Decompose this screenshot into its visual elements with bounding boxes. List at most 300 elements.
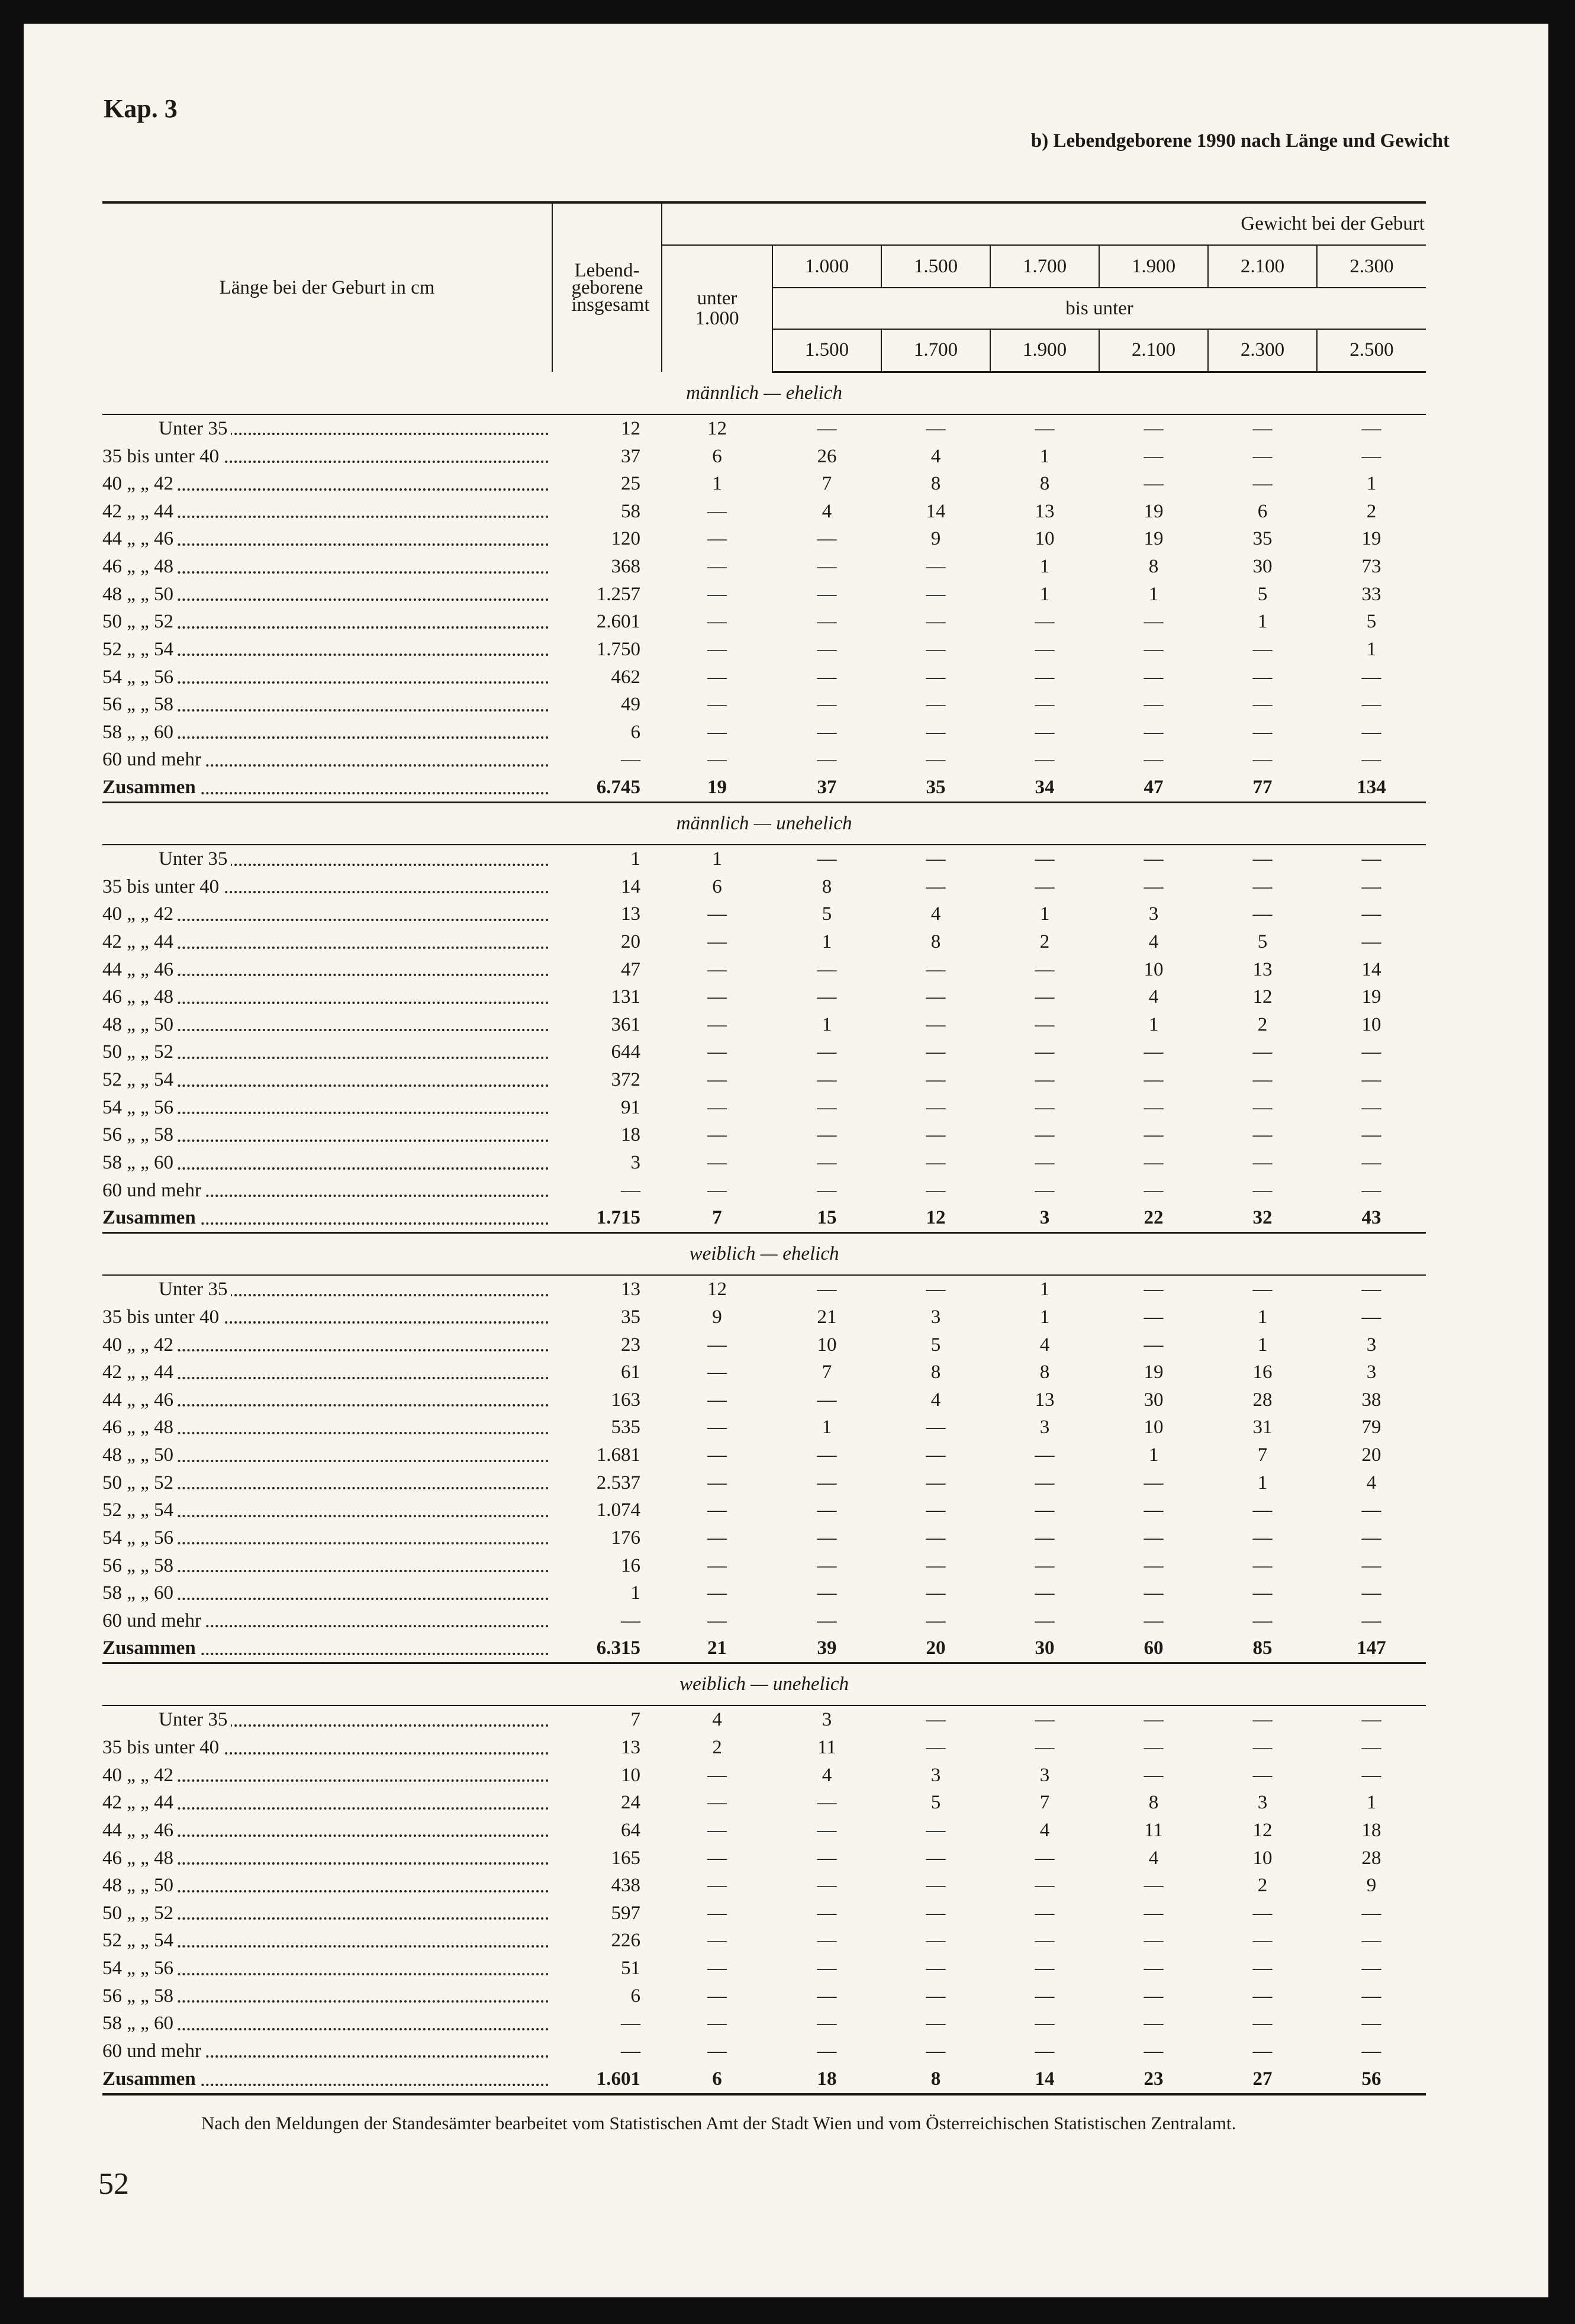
row-label: 52 „ „ 54 bbox=[102, 1499, 177, 1521]
total-cell: 35 bbox=[621, 1306, 640, 1328]
value-cell: — bbox=[1144, 1582, 1164, 1604]
row-label: 58 „ „ 60 bbox=[102, 1152, 177, 1173]
value-cell: — bbox=[926, 694, 946, 716]
value-cell: 1 bbox=[1366, 473, 1377, 495]
value-cell: — bbox=[817, 986, 837, 1008]
value-cell: 7 bbox=[822, 473, 832, 495]
value-cell: 21 bbox=[707, 1637, 727, 1659]
total-cell: 2.601 bbox=[596, 611, 640, 633]
total-cell: 1.601 bbox=[552, 2065, 662, 2094]
value-cell: 73 bbox=[1361, 556, 1381, 578]
header-under bbox=[662, 245, 772, 372]
value-cell: 7 bbox=[1257, 1444, 1268, 1466]
row-label: 52 „ „ 54 bbox=[102, 1930, 177, 1951]
value-cell: — bbox=[1252, 1096, 1273, 1118]
value-cell: — bbox=[926, 1151, 946, 1173]
value-cell: — bbox=[1035, 1013, 1055, 1035]
value-cell: — bbox=[707, 1472, 727, 1493]
value-cell: — bbox=[1252, 1179, 1273, 1201]
row-label: 40 „ „ 42 bbox=[102, 473, 177, 494]
value-cell: 26 bbox=[817, 445, 837, 467]
total-cell: 6 bbox=[630, 721, 640, 743]
value-cell: 4 bbox=[930, 1389, 941, 1411]
value-cell: — bbox=[707, 1361, 727, 1383]
value-cell: — bbox=[817, 1389, 837, 1411]
value-cell: — bbox=[1361, 1610, 1381, 1631]
value-cell: 30 bbox=[1144, 1389, 1164, 1411]
table-row bbox=[102, 414, 1426, 443]
row-label-cell bbox=[102, 608, 552, 636]
total-cell: 2.537 bbox=[596, 1472, 640, 1493]
table-row bbox=[102, 1789, 1426, 1817]
row-label-cell bbox=[102, 1762, 552, 1789]
row-label-cell bbox=[102, 470, 552, 498]
row-label-cell bbox=[102, 1038, 552, 1066]
row-label-cell bbox=[102, 691, 552, 719]
header-from: 2.300 bbox=[1317, 245, 1426, 288]
value-cell: 35 bbox=[926, 777, 946, 799]
table-row bbox=[102, 719, 1426, 746]
header-to: 2.500 bbox=[1317, 329, 1426, 372]
value-cell: — bbox=[1144, 611, 1164, 633]
row-label-cell bbox=[102, 1331, 552, 1359]
value-cell: — bbox=[707, 1151, 727, 1173]
header-from: 1.500 bbox=[881, 245, 990, 288]
value-cell: 1 bbox=[1366, 1792, 1377, 1814]
row-label-cell bbox=[102, 774, 552, 802]
row-label: 42 „ „ 44 bbox=[102, 931, 177, 952]
value-cell: 38 bbox=[1361, 1389, 1381, 1411]
value-cell: — bbox=[817, 749, 837, 771]
table-row bbox=[102, 2010, 1426, 2037]
row-label-cell bbox=[102, 1011, 552, 1039]
value-cell: 4 bbox=[1148, 986, 1159, 1008]
value-cell: — bbox=[817, 1069, 837, 1091]
value-cell: 3 bbox=[930, 1306, 941, 1328]
value-cell: 10 bbox=[817, 1334, 837, 1356]
table-row bbox=[102, 1900, 1426, 1927]
row-label: 52 „ „ 54 bbox=[102, 1069, 177, 1090]
table-row bbox=[102, 1386, 1426, 1414]
value-cell: — bbox=[1035, 1069, 1055, 1091]
value-cell: 15 bbox=[817, 1207, 837, 1229]
total-cell: 13 bbox=[621, 1737, 640, 1759]
row-label: 42 „ „ 44 bbox=[102, 1792, 177, 1813]
value-cell: 19 bbox=[1144, 500, 1164, 522]
section-header-row bbox=[102, 1232, 1426, 1275]
value-cell: — bbox=[1252, 875, 1273, 897]
value-cell: 6 bbox=[662, 2065, 772, 2094]
value-cell: — bbox=[1252, 473, 1273, 495]
value-cell: — bbox=[926, 1069, 946, 1091]
table-row bbox=[102, 1579, 1426, 1607]
value-cell: 77 bbox=[1252, 777, 1273, 799]
value-cell: — bbox=[1035, 1527, 1055, 1549]
value-cell: — bbox=[1361, 1930, 1381, 1952]
value-cell: — bbox=[1252, 1499, 1273, 1521]
row-label-cell bbox=[102, 1204, 552, 1232]
header-to: 1.900 bbox=[990, 329, 1099, 372]
value-cell: — bbox=[707, 1610, 727, 1631]
value-cell: 11 bbox=[1144, 1819, 1163, 1841]
value-cell: — bbox=[817, 1985, 837, 2007]
header-under-label: unter 1.000 bbox=[695, 287, 739, 329]
value-cell: — bbox=[1361, 721, 1381, 743]
value-cell: 4 bbox=[712, 1709, 722, 1731]
value-cell: — bbox=[707, 903, 727, 925]
value-cell: — bbox=[926, 638, 946, 660]
total-cell: 24 bbox=[621, 1792, 640, 1814]
row-label-cell bbox=[102, 2010, 552, 2037]
table-row bbox=[102, 442, 1426, 470]
row-label-cell bbox=[102, 414, 552, 443]
header-weight-group: Gewicht bei der Geburt bbox=[662, 202, 1426, 245]
total-cell: 1.257 bbox=[596, 583, 640, 605]
value-cell: 3 bbox=[1366, 1334, 1377, 1356]
value-cell: 39 bbox=[817, 1637, 837, 1659]
value-cell: — bbox=[707, 1096, 727, 1118]
total-cell: 13 bbox=[621, 903, 640, 925]
value-cell: — bbox=[707, 1417, 727, 1438]
value-cell: — bbox=[707, 1582, 727, 1604]
value-cell: — bbox=[817, 1499, 837, 1521]
row-label-cell bbox=[102, 1844, 552, 1872]
value-cell: 12 bbox=[1252, 1819, 1273, 1841]
row-label: 60 und mehr bbox=[102, 1180, 205, 1201]
value-cell: 14 bbox=[990, 2065, 1099, 2094]
value-cell: — bbox=[707, 1041, 727, 1063]
table-row bbox=[102, 663, 1426, 691]
value-cell: — bbox=[707, 1124, 727, 1146]
value-cell: 4 bbox=[1039, 1334, 1050, 1356]
row-label: 46 „ „ 48 bbox=[102, 1417, 177, 1438]
total-cell: 18 bbox=[621, 1124, 640, 1146]
value-cell: 6 bbox=[712, 445, 722, 467]
row-label-cell bbox=[102, 1634, 552, 1663]
value-cell: 22 bbox=[1144, 1207, 1164, 1229]
value-cell: 9 bbox=[1366, 1875, 1377, 1897]
value-cell: — bbox=[707, 1527, 727, 1549]
table-row bbox=[102, 1303, 1426, 1331]
value-cell: 21 bbox=[817, 1306, 837, 1328]
value-cell: — bbox=[1144, 473, 1164, 495]
value-cell: — bbox=[707, 1764, 727, 1786]
value-cell: — bbox=[1144, 1096, 1164, 1118]
total-cell: 535 bbox=[611, 1417, 640, 1438]
value-cell: — bbox=[926, 1472, 946, 1493]
header-from: 1.700 bbox=[990, 245, 1099, 288]
value-cell: — bbox=[926, 1582, 946, 1604]
total-cell: 438 bbox=[611, 1875, 640, 1897]
birth-weight-length-table bbox=[102, 201, 1426, 2096]
row-label: 54 „ „ 56 bbox=[102, 1527, 177, 1549]
table-row bbox=[102, 1982, 1426, 2010]
value-cell: 5 bbox=[1257, 931, 1268, 952]
table-row bbox=[102, 1469, 1426, 1497]
table-row bbox=[102, 873, 1426, 901]
total-cell: 23 bbox=[621, 1334, 640, 1356]
value-cell: 6 bbox=[1257, 500, 1268, 522]
value-cell: — bbox=[926, 1819, 946, 1841]
value-cell: — bbox=[1035, 1554, 1055, 1576]
value-cell: — bbox=[707, 500, 727, 522]
value-cell: 33 bbox=[1361, 583, 1381, 605]
value-cell: 3 bbox=[1257, 1792, 1268, 1814]
row-label: 44 „ „ 46 bbox=[102, 959, 177, 980]
total-cell: 14 bbox=[621, 875, 640, 897]
row-label: 58 „ „ 60 bbox=[102, 722, 177, 743]
value-cell: — bbox=[707, 2013, 727, 2035]
row-label-cell bbox=[102, 1066, 552, 1094]
value-cell: 9 bbox=[712, 1306, 722, 1328]
table-row bbox=[102, 2037, 1426, 2065]
value-cell: — bbox=[817, 2013, 837, 2035]
value-cell: — bbox=[817, 1279, 837, 1301]
value-cell: — bbox=[1035, 1582, 1055, 1604]
value-cell: — bbox=[1144, 1279, 1164, 1301]
total-cell: 1 bbox=[630, 848, 640, 870]
table-header bbox=[102, 202, 1426, 372]
row-label-cell bbox=[102, 746, 552, 774]
row-label-cell bbox=[102, 1900, 552, 1927]
value-cell: — bbox=[926, 2040, 946, 2062]
value-cell: 56 bbox=[1317, 2065, 1426, 2094]
total-cell: 58 bbox=[621, 500, 640, 522]
total-cell: 7 bbox=[630, 1709, 640, 1731]
row-label: 44 „ „ 46 bbox=[102, 528, 177, 549]
value-cell: — bbox=[1361, 875, 1381, 897]
value-cell: — bbox=[1361, 1902, 1381, 1924]
value-cell: 8 bbox=[1039, 473, 1050, 495]
value-cell: — bbox=[1144, 749, 1164, 771]
table-row bbox=[102, 525, 1426, 553]
total-cell: 47 bbox=[621, 958, 640, 980]
value-cell: — bbox=[707, 1389, 727, 1411]
value-cell: 4 bbox=[1039, 1819, 1050, 1841]
row-label: 44 „ „ 46 bbox=[102, 1389, 177, 1411]
value-cell: — bbox=[1361, 1096, 1381, 1118]
value-cell: 12 bbox=[1252, 986, 1273, 1008]
row-label: 50 „ „ 52 bbox=[102, 1472, 177, 1493]
row-label: 40 „ „ 42 bbox=[102, 1334, 177, 1356]
value-cell: — bbox=[1035, 2013, 1055, 2035]
row-label: Unter 35 bbox=[102, 1279, 231, 1300]
value-cell: — bbox=[1035, 1985, 1055, 2007]
value-cell: — bbox=[1144, 875, 1164, 897]
value-cell: — bbox=[1035, 1444, 1055, 1466]
value-cell: 12 bbox=[926, 1207, 946, 1229]
value-cell: 1 bbox=[1039, 903, 1050, 925]
value-cell: — bbox=[1144, 666, 1164, 688]
value-cell: — bbox=[926, 1527, 946, 1549]
row-label: 35 bis unter 40 bbox=[102, 1306, 223, 1328]
value-cell: 4 bbox=[930, 445, 941, 467]
value-cell: 10 bbox=[1035, 528, 1055, 550]
value-cell: 4 bbox=[1148, 931, 1159, 952]
value-cell: 8 bbox=[1148, 556, 1159, 578]
value-cell: 1 bbox=[1039, 1306, 1050, 1328]
row-label-cell bbox=[102, 2065, 552, 2094]
table-row bbox=[102, 470, 1426, 498]
value-cell: 31 bbox=[1252, 1417, 1273, 1438]
value-cell: — bbox=[1144, 1472, 1164, 1493]
row-label: 54 „ „ 56 bbox=[102, 1097, 177, 1118]
value-cell: — bbox=[1035, 1709, 1055, 1731]
value-cell: — bbox=[1144, 1527, 1164, 1549]
row-label-cell bbox=[102, 1386, 552, 1414]
total-row bbox=[102, 1204, 1426, 1232]
row-label: 46 „ „ 48 bbox=[102, 556, 177, 577]
row-label: 35 bis unter 40 bbox=[102, 876, 223, 897]
table-row bbox=[102, 1607, 1426, 1635]
value-cell: 1 bbox=[1257, 1472, 1268, 1493]
value-cell: 3 bbox=[1148, 903, 1159, 925]
value-cell: — bbox=[1144, 1124, 1164, 1146]
total-cell: 6.315 bbox=[596, 1637, 640, 1659]
value-cell: — bbox=[1035, 1875, 1055, 1897]
value-cell: — bbox=[1252, 1902, 1273, 1924]
value-cell: 8 bbox=[930, 1361, 941, 1383]
value-cell: — bbox=[1035, 721, 1055, 743]
value-cell: — bbox=[1035, 2040, 1055, 2062]
header-total bbox=[552, 202, 662, 372]
value-cell: 4 bbox=[822, 1764, 832, 1786]
value-cell: — bbox=[1144, 721, 1164, 743]
value-cell: — bbox=[1144, 1737, 1164, 1759]
value-cell: — bbox=[926, 1930, 946, 1952]
value-cell: 10 bbox=[1361, 1013, 1381, 1035]
row-label: Zusammen bbox=[102, 2068, 199, 2090]
row-label-cell bbox=[102, 928, 552, 956]
row-label: 46 „ „ 48 bbox=[102, 986, 177, 1008]
row-label: Unter 35 bbox=[102, 418, 231, 439]
header-to: 2.100 bbox=[1099, 329, 1208, 372]
value-cell: 5 bbox=[1257, 583, 1268, 605]
value-cell: 20 bbox=[1361, 1444, 1381, 1466]
value-cell: 3 bbox=[1039, 1764, 1050, 1786]
value-cell: — bbox=[1252, 721, 1273, 743]
value-cell: — bbox=[707, 1554, 727, 1576]
section-header-row bbox=[102, 372, 1426, 414]
table-subtitle: b) Lebendgeborene 1990 nach Länge und Gewicht bbox=[1030, 130, 1450, 152]
section-header-row bbox=[102, 802, 1426, 845]
value-cell: — bbox=[707, 528, 727, 550]
value-cell: — bbox=[1252, 1582, 1273, 1604]
total-cell: 3 bbox=[630, 1151, 640, 1173]
total-cell: 368 bbox=[611, 556, 640, 578]
value-cell: 7 bbox=[1039, 1792, 1050, 1814]
value-cell: — bbox=[926, 1709, 946, 1731]
value-cell: — bbox=[926, 1985, 946, 2007]
total-cell: 462 bbox=[611, 666, 640, 688]
table-row bbox=[102, 1359, 1426, 1386]
row-label-cell bbox=[102, 1496, 552, 1524]
value-cell: — bbox=[1361, 1499, 1381, 1521]
total-cell: 131 bbox=[611, 986, 640, 1008]
total-cell: 49 bbox=[621, 694, 640, 716]
value-cell: 2 bbox=[1039, 931, 1050, 952]
value-cell: — bbox=[817, 1527, 837, 1549]
value-cell: — bbox=[1361, 1709, 1381, 1731]
value-cell: — bbox=[926, 1499, 946, 1521]
value-cell: 28 bbox=[1252, 1389, 1273, 1411]
value-cell: — bbox=[817, 556, 837, 578]
value-cell: 1 bbox=[822, 931, 832, 952]
value-cell: — bbox=[1252, 417, 1273, 439]
value-cell: 9 bbox=[930, 528, 941, 550]
row-label-cell bbox=[102, 1121, 552, 1149]
row-label-cell bbox=[102, 1607, 552, 1635]
row-label: Unter 35 bbox=[102, 1709, 231, 1730]
value-cell: 60 bbox=[1144, 1637, 1164, 1659]
total-cell: — bbox=[621, 1610, 640, 1631]
value-cell: — bbox=[817, 638, 837, 660]
value-cell: 8 bbox=[1039, 1361, 1050, 1383]
value-cell: — bbox=[1361, 445, 1381, 467]
table-row bbox=[102, 1441, 1426, 1469]
table-row bbox=[102, 1038, 1426, 1066]
row-label-cell bbox=[102, 2037, 552, 2065]
header-to: 1.700 bbox=[881, 329, 990, 372]
row-label-cell bbox=[102, 525, 552, 553]
table-row bbox=[102, 691, 1426, 719]
table-row bbox=[102, 1011, 1426, 1039]
value-cell: — bbox=[926, 1737, 946, 1759]
value-cell: — bbox=[707, 958, 727, 980]
value-cell: 35 bbox=[1252, 528, 1273, 550]
row-label-cell bbox=[102, 1789, 552, 1817]
row-label-cell bbox=[102, 900, 552, 928]
value-cell: — bbox=[926, 1554, 946, 1576]
table-row bbox=[102, 1927, 1426, 1955]
value-cell: — bbox=[1144, 694, 1164, 716]
value-cell: — bbox=[1035, 1958, 1055, 1979]
row-label-cell bbox=[102, 581, 552, 609]
row-label: 50 „ „ 52 bbox=[102, 611, 177, 632]
value-cell: 4 bbox=[930, 903, 941, 925]
total-cell: 51 bbox=[621, 1958, 640, 1979]
value-cell: — bbox=[817, 1582, 837, 1604]
total-cell: 16 bbox=[621, 1554, 640, 1576]
header-bis-unter: bis unter bbox=[772, 288, 1426, 329]
row-label: 52 „ „ 54 bbox=[102, 639, 177, 660]
table-row bbox=[102, 636, 1426, 664]
value-cell: — bbox=[817, 1792, 837, 1814]
row-label: Zusammen bbox=[102, 1637, 199, 1659]
value-cell: 19 bbox=[1144, 528, 1164, 550]
total-cell: 165 bbox=[611, 1847, 640, 1869]
value-cell: — bbox=[1252, 1279, 1273, 1301]
value-cell: — bbox=[1361, 2013, 1381, 2035]
row-label: 48 „ „ 50 bbox=[102, 1014, 177, 1035]
row-label: 40 „ „ 42 bbox=[102, 903, 177, 925]
value-cell: 19 bbox=[1361, 528, 1381, 550]
value-cell: 12 bbox=[707, 1279, 727, 1301]
total-cell: 163 bbox=[611, 1389, 640, 1411]
value-cell: 4 bbox=[822, 500, 832, 522]
value-cell: — bbox=[817, 1902, 837, 1924]
row-label-cell bbox=[102, 498, 552, 526]
total-cell: 361 bbox=[611, 1013, 640, 1035]
value-cell: — bbox=[1361, 1764, 1381, 1786]
value-cell: — bbox=[817, 848, 837, 870]
value-cell: — bbox=[1252, 1985, 1273, 2007]
row-label: 56 „ „ 58 bbox=[102, 1124, 177, 1145]
row-label-cell bbox=[102, 1524, 552, 1552]
value-cell: — bbox=[707, 1013, 727, 1035]
value-cell: — bbox=[1035, 1610, 1055, 1631]
value-cell: — bbox=[707, 1875, 727, 1897]
